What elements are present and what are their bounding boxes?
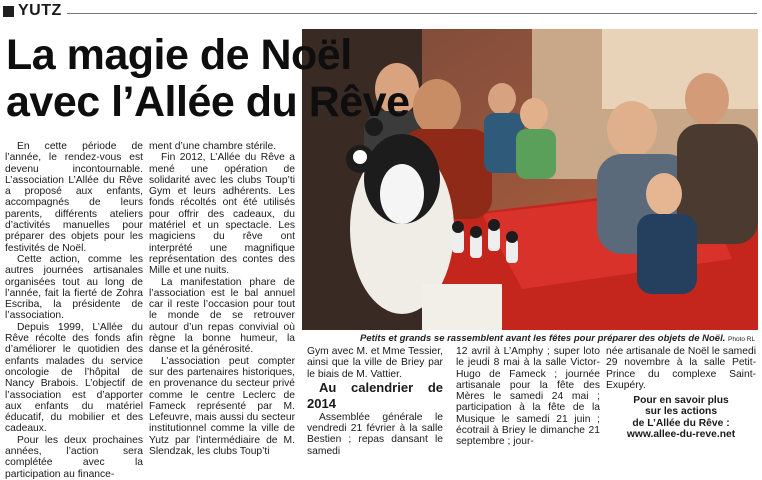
paragraph: Depuis 1999, L’Allée du Rêve récolte des fonds afin d’améliorer le quotidien des enfants malades du service oncologie de l’hôpital de Nancy Brabois. L’objectif de l’association est d’apporter aux enfants du matériel éducatif, du mobilier et des cadeaux. (5, 321, 143, 435)
article-column-4 (456, 346, 600, 448)
section-square-icon (3, 6, 14, 17)
info-line: Pour en savoir plus (633, 395, 729, 407)
paragraph: Fin 2012, L’Allée du Rêve a mené une opération de solidarité avec les clubs Toup’ti Gym et leurs adhérents. Les fonds récoltés ont été utilisés pour offrir des cadeaux, du matériel et un spectacle. Les magiciens du rêve ont interprété une magnifique représentation des contes des Mille et une nuits. (149, 152, 295, 277)
info-box (606, 395, 756, 440)
photo-caption (360, 333, 758, 344)
paragraph: Assemblée générale le vendredi 21 février à la salle Bestien ; repas dansant le samedi (307, 411, 443, 457)
paragraph: 12 avril à L’Amphy ; super loto le jeudi 8 mai à la salle Victor-Hugo de Fameck ; journée artisanale pour la fête des Mères le samedi 24 mai ; participation à la fête de la Musique le samedi 21 juin ; écotrail à Briey le dimanche 21 septembre ; jour- (456, 346, 600, 448)
paragraph: La manifestation phare de l’association est le bal annuel car il reste l’occasion pour tout le monde de se retrouver autour d’un repas convivial où règne la bonne humeur, la danse et la générosité. (149, 276, 295, 356)
section-rule (67, 13, 757, 14)
paragraph: Gym avec M. et Mme Tessier, ainsi que la ville de Briey par le biais de M. Vattier. (307, 346, 443, 380)
article-column-2 (149, 141, 295, 457)
headline (6, 32, 426, 126)
article-column-3 (307, 346, 443, 457)
info-line: sur les actions (644, 406, 718, 418)
article-column-5 (606, 346, 756, 440)
article-column-1 (5, 141, 143, 480)
photo-credit: Photo RL (728, 336, 756, 343)
website-link[interactable]: www.allee-du-reve.net (626, 429, 736, 441)
section-label: YUTZ (18, 2, 62, 19)
paragraph: L’association peut compter sur des partenaires historiques, en provenance du secteur privé comme le centre Leclerc de Fameck représenté par M. Lefeuvre, mais aussi du secteur institutionnel comme la ville de Yutz par l’intermédiaire de M. Slendzak, les clubs Toup’ti (149, 355, 295, 458)
section-header (3, 3, 759, 21)
calendar-subheading: Au calendrier de 2014 (307, 379, 443, 411)
paragraph: née artisanale de Noël le samedi 29 novembre à la salle Petit-Prince du complexe Saint-Exupéry. (606, 346, 756, 391)
headline-line-2: avec l’Allée du Rêve (6, 78, 410, 126)
info-line: de L’Allée du Rêve : (632, 417, 730, 429)
paragraph: ment d’une chambre stérile. (149, 141, 277, 152)
paragraph: Cette action, comme les autres journées artisanales organisées tout au long de l’année, fait la fierté de Zohra Escriba, la présidente de l’association. (5, 253, 143, 322)
paragraph: Pour les deux prochaines années, l’action sera complétée avec la participation au finance- (5, 434, 143, 480)
headline-line-1: La magie de Noël (6, 31, 352, 79)
caption-text: Petits et grands se rassemblent avant les fêtes pour préparer des objets de Noël. (360, 333, 726, 344)
paragraph: En cette période de l’année, le rendez-vous est devenu incontournable. L’association L’Allée du Rêve a proposé aux enfants, accompagnés de leurs parents, différents ateliers d’activités manuelles pour préparer des objets pour les festivités de Noël. (5, 141, 143, 254)
